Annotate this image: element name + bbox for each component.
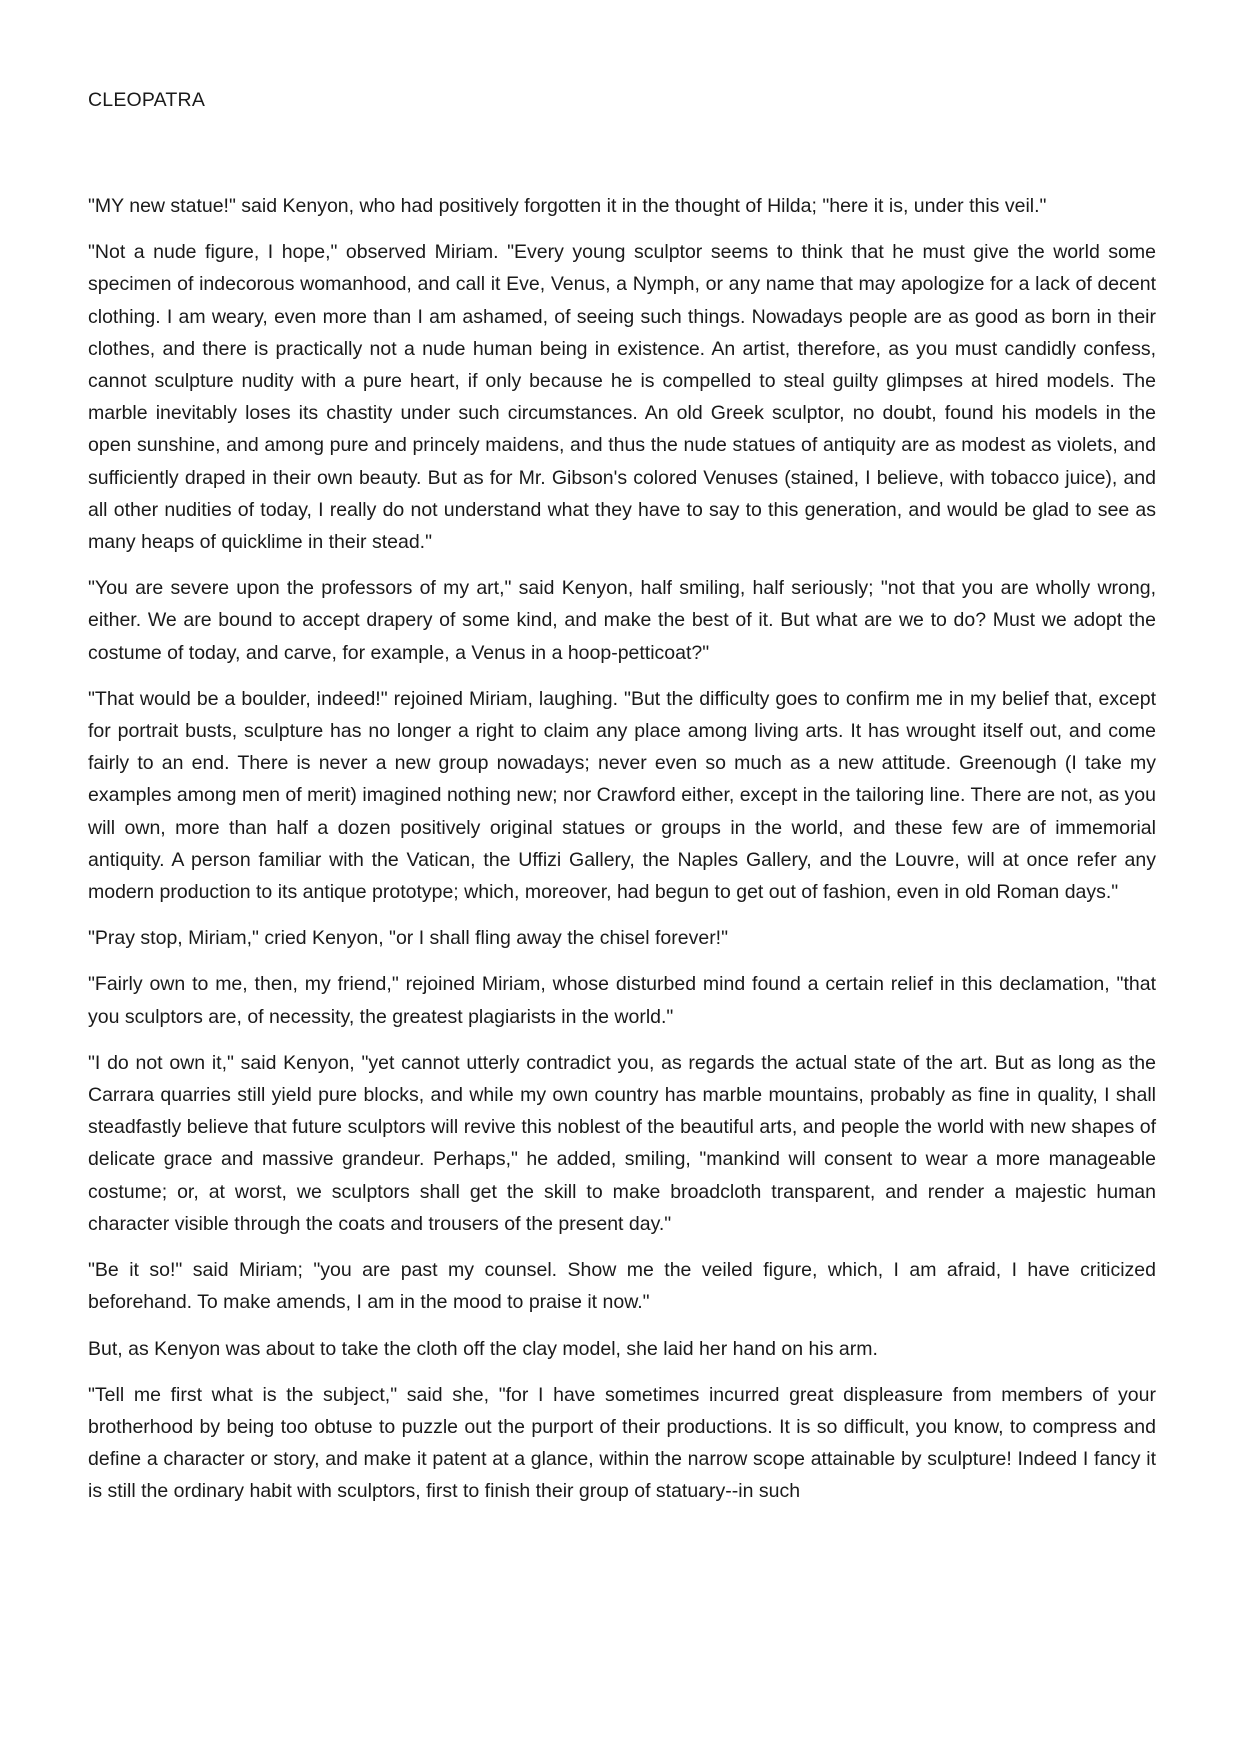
document-page (88, 0, 1156, 1755)
paragraph: "Fairly own to me, then, my friend," rejoined Miriam, whose disturbed mind found a certain relief in this declamation, "that you sculptors are, of necessity, the greatest plagiarists in the world." (88, 973, 1156, 1028)
document-body (88, 190, 1156, 1522)
paragraph: "I do not own it," said Kenyon, "yet cannot utterly contradict you, as regards the actual state of the art. But as long as the Carrara quarries still yield pure blocks, and while my own country has marble mountains, probably as fine in quality, I shall steadfastly believe that future sculptors will revive this noblest of the beautiful arts, and people the world with new shapes of delicate grace and massive grandeur. Perhaps," he added, smiling, "mankind will consent to wear a more manageable costume; or, at worst, we sculptors shall get the skill to make broadcloth transparent, and render a majestic human character visible through the coats and trousers of the present day." (88, 1051, 1156, 1235)
paragraph: "You are severe upon the professors of my art," said Kenyon, half smiling, half seriously; "not that you are wholly wrong, either. We are bound to accept drapery of some kind, and make the best of it. But what are we to do? Must we adopt the costume of today, and carve, for example, a Venus in a hoop-petticoat?" (88, 577, 1156, 664)
paragraph: "That would be a boulder, indeed!" rejoined Miriam, laughing. "But the difficulty goes to confirm me in my belief that, except for portrait busts, sculpture has no longer a right to claim any place among living arts. It has wrought itself out, and come fairly to an end. There is never a new group nowadays; never even so much as a new attitude. Greenough (I take my examples among men of merit) imagined nothing new; nor Crawford either, except in the tailoring line. There are not, as you will own, more than half a dozen positively original statues or groups in the world, and these few are of immemorial antiquity. A person familiar with the Vatican, the Uffizi Gallery, the Naples Gallery, and the Louvre, will at once refer any modern production to its antique prototype; which, moreover, had begun to get out of fashion, even in old Roman days." (88, 687, 1156, 904)
chapter-title: CLEOPATRA (88, 89, 206, 111)
paragraph: "Tell me first what is the subject," said she, "for I have sometimes incurred great displeasure from members of your brotherhood by being too obtuse to puzzle out the purport of their productions. It is so difficult, you know, to compress and define a character or story, and make it patent at a glance, within the narrow scope attainable by sculpture! Indeed I fancy it is still the ordinary habit with sculptors, first to finish their group of statuary--in such (88, 1383, 1156, 1503)
paragraph: But, as Kenyon was about to take the cloth off the clay model, she laid her hand on his arm. (88, 1337, 878, 1360)
paragraph: "Be it so!" said Miriam; "you are past my counsel. Show me the veiled figure, which, I am afraid, I have criticized beforehand. To make amends, I am in the mood to praise it now." (88, 1259, 1156, 1314)
paragraph: "MY new statue!" said Kenyon, who had positively forgotten it in the thought of Hilda; "here it is, under this veil." (88, 195, 1047, 217)
paragraph: "Pray stop, Miriam," cried Kenyon, "or I shall fling away the chisel forever!" (88, 927, 729, 950)
paragraph: "Not a nude figure, I hope," observed Miriam. "Every young sculptor seems to think that he must give the world some specimen of indecorous womanhood, and call it Eve, Venus, a Nymph, or any name that may apologize for a lack of decent clothing. I am weary, even more than I am ashamed, of seeing such things. Nowadays people are as good as born in their clothes, and there is practically not a nude human being in existence. An artist, therefore, as you must candidly confess, cannot sculpture nudity with a pure heart, if only because he is compelled to steal guilty glimpses at hired models. The marble inevitably loses its chastity under such circumstances. An old Greek sculptor, no doubt, found his models in the open sunshine, and among pure and princely maidens, and thus the nude statues of antiquity are as modest as violets, and sufficiently draped in their own beauty. But as for Mr. Gibson's colored Venuses (stained, I believe, with tobacco juice), and all other nudities of today, I really do not understand what they have to say to this generation, and would be glad to see as many heaps of quicklime in their stead." (88, 241, 1156, 554)
